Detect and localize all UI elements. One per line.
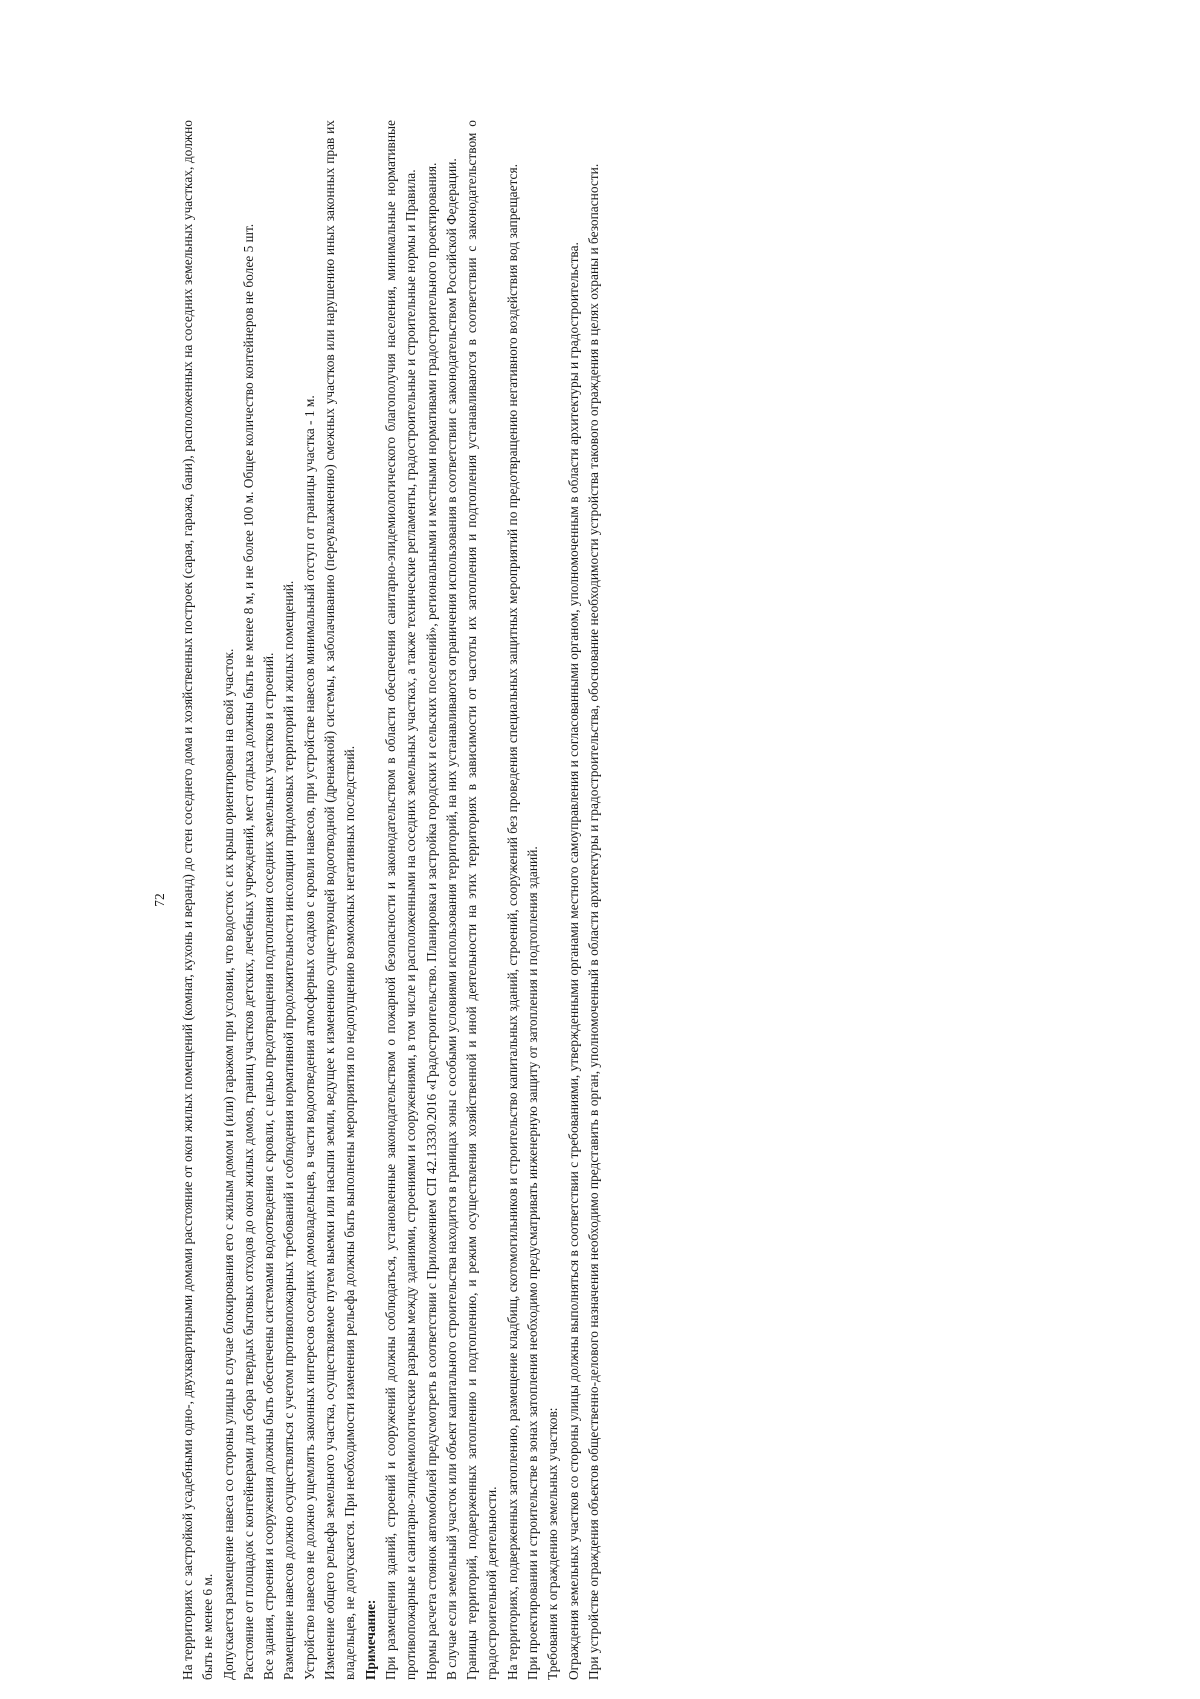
note-7: Требования к ограждению земельных участков:	[545, 1407, 561, 1680]
paragraph-2: Допускается размещение навеса со стороны улицы в случае блокирования его с жилым домом и (или) гаражом при условии, что водосток с их крыш ориентирован на свой участок.	[220, 648, 236, 1680]
rotated-text-block	[150, 120, 1050, 1680]
note-6: При проектировании и строительстве в зонах затопления необходимо предусматривать инженерную защиту от затопления и подтопления зданий.	[525, 846, 541, 1680]
paragraph-5: Размещение навесов должно осуществляться с учетом противопожарных требований и соблюдения нормативной продолжительности инсоляции придомовых территорий и жилых помещений.	[281, 580, 297, 1680]
note-4: Границы территорий, подверженных затоплению и подтоплению, и режим осуществления хозяйственной и иной деятельности на этих территориях в зависимости от частоты их затопления и подтопления устанавливаются в соответствии с законодательством о градостроительной деятельности.	[464, 120, 500, 1680]
paragraph-7: Изменение общего рельефа земельного участка, осуществляемое путем выемки или насыпи земли, ведущее к изменению существующей водоотводной (дренажной) системы, к заболачиванию (переувлажнению) смежных участков или нарушению иных законных прав их владельцев, не допускается. При необходимости изменения рельефа должны быть выполнены мероприятия по недопущению возможных негативных последствий.	[322, 120, 358, 1680]
note-1: При размещении зданий, строений и сооружений должны соблюдаться, установленные законодательством о пожарной безопасности и законодательством в области обеспечения санитарно-эпидемиологического благополучия населения, минимальные нормативные противопожарные и санитарно-эпидемиологические разрывы между зданиями, строениями и сооружениями, в том числе и расположенными на соседних земельных участках, а также технические регламенты, градостроительные и строительные нормы и Правила.	[382, 120, 419, 1680]
note-heading: Примечание:	[362, 1599, 378, 1680]
note-8: Ограждения земельных участков со стороны улицы должны выполняться в соответствии с требованиями, утвержденными органами местного самоуправления и согласованными органом, уполномоченным в области архитектуры и градостроительства.	[565, 242, 581, 1680]
note-9: При устройстве ограждения объектов общественно-делового назначения необходимо представить в орган, уполномоченный в области архитектуры и градостроительства, обоснование необходимости устройства такового ограждения в целях охраны и безопасности.	[585, 163, 601, 1680]
note-3: В случае если земельный участок или объект капитального строительства находится в границах зоны с особыми условиями использования территорий, на них устанавливаются ограничения использования в соответствии с законодательством Российской Федерации.	[443, 158, 459, 1680]
note-5: На территориях, подверженных затоплению, размещение кладбищ, скотомогильников и строительство капитальных зданий, строений, сооружений без проведения специальных защитных мероприятий по предотвращению негативного воздействия вод запрещается.	[504, 164, 520, 1680]
paragraph-4: Все здания, строения и сооружения должны быть обеспечены системами водоотведения с кровли, с целью предотвращения подтопления соседних земельных участков и строений.	[261, 652, 277, 1680]
paragraph-3: Расстояние от площадок с контейнерами для сбора твердых бытовых отходов до окон жилых домов, границ участков детских, лечебных учреждений, мест отдыха должны быть не менее 8 м, и не более 100 м. Общее количество контейнеров не более 5 шт.	[240, 223, 256, 1680]
page-number: 72	[152, 893, 167, 907]
paragraph-6: Устройство навесов не должно ущемлять законных интересов соседних домовладельцев, в части водоотведения атмосферных осадков с кровли навесов, при устройстве навесов минимальный отступ от границы участка - 1 м.	[301, 395, 317, 1680]
paragraph-1: На территориях с застройкой усадебными одно-, двухквартирными домами расстояние от окон жилых помещений (комнат, кухонь и веранд) до стен соседнего дома и хозяйственных построек (сарая, гаража, бани), расположенных на соседних земельных участках, должно быть не менее 6 м.	[180, 120, 216, 1680]
note-2: Нормы расчета стоянок автомобилей предусмотреть в соответствии с Приложением СП 42.13330.2016 «Градостроительство. Планировка и застройка городских и сельских поселений», региональными и местными нормативами градостроительного проектирования.	[423, 162, 439, 1680]
